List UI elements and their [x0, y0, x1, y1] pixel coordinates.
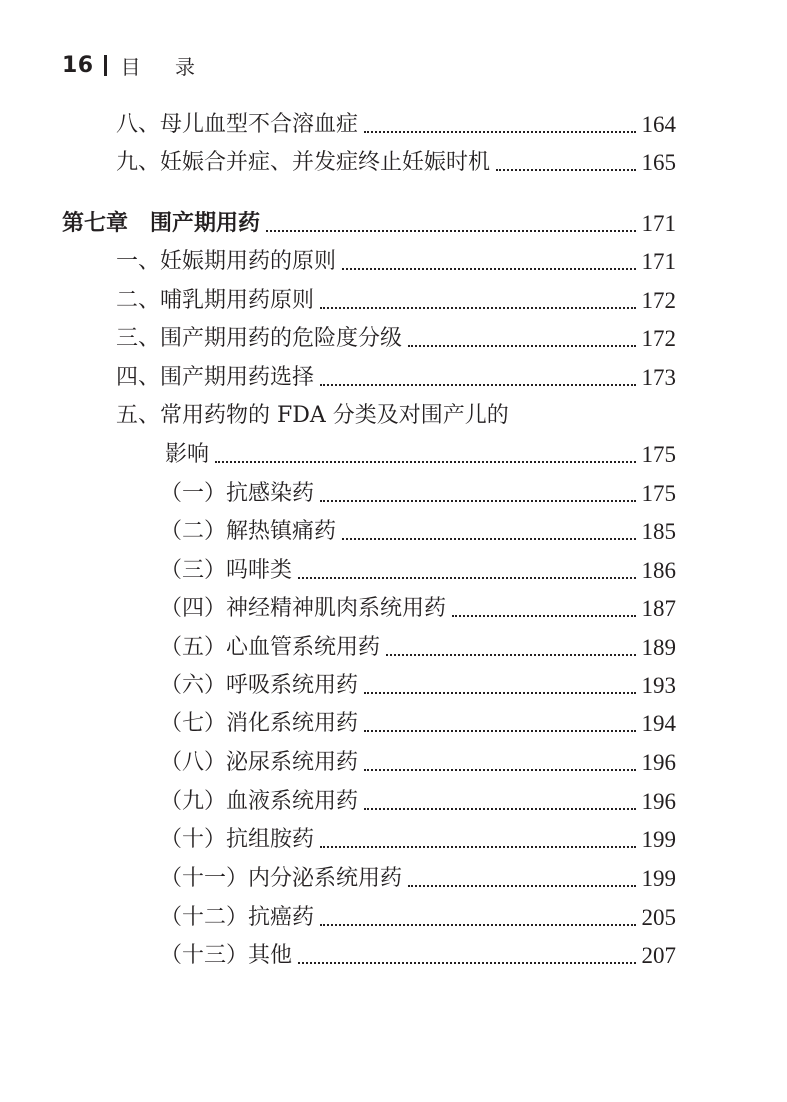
toc-entry-row[interactable] — [116, 280, 676, 314]
toc-entry-row[interactable] — [116, 357, 676, 391]
toc-entry-title: （二）解热镇痛药 — [160, 519, 337, 544]
toc-entry-row[interactable] — [160, 550, 676, 584]
toc-entry-row[interactable] — [160, 935, 676, 969]
toc-entry-row[interactable] — [116, 241, 676, 275]
toc-entry-title: （十一）内分泌系统用药 — [160, 866, 403, 891]
toc-page-number: 196 — [641, 750, 676, 775]
dot-leader — [408, 885, 635, 887]
toc-page-number: 189 — [641, 635, 676, 660]
toc-page-number: 171 — [641, 211, 676, 236]
toc-entry-title: （三）吗啡类 — [160, 558, 293, 583]
toc-page-number: 164 — [641, 112, 676, 137]
toc-page-number: 172 — [641, 288, 676, 313]
toc-entry-title: 五、常用药物的 FDA 分类及对围产儿的 — [116, 403, 509, 428]
dot-leader — [364, 769, 635, 771]
toc-entry-title: 二、哺乳期用药原则 — [116, 288, 315, 313]
toc-entry-title: （五）心血管系统用药 — [160, 635, 381, 660]
toc-page-number: 199 — [641, 827, 676, 852]
toc-entry-row[interactable] — [160, 588, 676, 622]
toc-page-number: 196 — [641, 789, 676, 814]
toc-entry-title: （六）呼吸系统用药 — [160, 673, 359, 698]
toc-entry-row[interactable] — [160, 858, 676, 892]
dot-leader — [386, 654, 635, 656]
toc-page-number: 173 — [641, 365, 676, 390]
toc-entry-row[interactable] — [160, 781, 676, 815]
toc-entry-row[interactable] — [160, 897, 676, 931]
toc-entry-title: （七）消化系统用药 — [160, 711, 359, 736]
toc-entry-title: 四、围产期用药选择 — [116, 365, 315, 390]
toc-page-number: 199 — [641, 866, 676, 891]
toc-entry-row[interactable] — [160, 665, 676, 699]
toc-entry-title: 九、妊娠合并症、并发症终止妊娠时机 — [116, 150, 491, 175]
dot-leader — [342, 538, 635, 540]
toc-entry-row[interactable] — [116, 318, 676, 352]
toc-page-number: 207 — [641, 943, 676, 968]
toc-entry-title: （八）泌尿系统用药 — [160, 750, 359, 775]
chapter-title: 围产期用药 — [150, 211, 261, 236]
toc-chapter-row[interactable] — [62, 203, 676, 237]
dot-leader — [320, 307, 635, 309]
toc-page-number: 186 — [641, 558, 676, 583]
toc-entry-title: 一、妊娠期用药的原则 — [116, 249, 337, 274]
toc-entry-row[interactable] — [116, 142, 676, 176]
toc-entry-title: （一）抗感染药 — [160, 481, 315, 506]
toc-page-number: 185 — [641, 519, 676, 544]
toc-page-number: 187 — [641, 596, 676, 621]
toc-page-number: 205 — [641, 905, 676, 930]
dot-leader — [496, 169, 635, 171]
toc-entry-row[interactable] — [160, 703, 676, 737]
dot-leader — [320, 500, 635, 502]
toc-entry-title: 八、母儿血型不合溶血症 — [116, 112, 359, 137]
toc-page-number: 194 — [641, 711, 676, 736]
chapter-label: 第七章 — [62, 211, 129, 236]
dot-leader — [320, 384, 635, 386]
toc-entry-title — [62, 211, 260, 237]
toc-entry-row[interactable] — [165, 434, 676, 468]
toc-entry-title: 三、围产期用药的危险度分级 — [116, 326, 403, 351]
dot-leader — [364, 692, 635, 694]
dot-leader — [364, 730, 635, 732]
header-divider — [104, 55, 107, 76]
dot-leader — [320, 924, 635, 926]
toc-page-number: 175 — [641, 442, 676, 467]
running-header — [62, 50, 209, 80]
toc-entry-row[interactable] — [160, 473, 676, 507]
toc-entry-title: 影响 — [165, 442, 210, 467]
dot-leader — [266, 230, 635, 232]
toc-entry-row[interactable] — [160, 819, 676, 853]
dot-leader — [364, 808, 635, 810]
toc-entry-title: （十三）其他 — [160, 943, 293, 968]
toc-entry-title: （四）神经精神肌肉系统用药 — [160, 596, 447, 621]
dot-leader — [452, 615, 635, 617]
toc-entry-row[interactable] — [160, 627, 676, 661]
dot-leader — [215, 461, 635, 463]
toc-page-number: 165 — [641, 150, 676, 175]
dot-leader — [298, 962, 635, 964]
toc-page-number: 175 — [641, 481, 676, 506]
dot-leader — [408, 345, 635, 347]
toc-page-number: 172 — [641, 326, 676, 351]
toc-page-number: 171 — [641, 249, 676, 274]
toc-entry-title: （十二）抗癌药 — [160, 905, 315, 930]
dot-leader — [342, 268, 635, 270]
toc-entry-row[interactable] — [116, 104, 676, 138]
header-title: 目 录 — [120, 54, 209, 79]
toc-entry-row[interactable] — [160, 742, 676, 776]
toc-entry-title: （十）抗组胺药 — [160, 827, 315, 852]
toc-entry-title: （九）血液系统用药 — [160, 789, 359, 814]
dot-leader — [364, 131, 635, 133]
page-number: 16 — [62, 52, 94, 78]
toc-entry-row[interactable] — [160, 511, 676, 545]
dot-leader — [298, 577, 635, 579]
toc-page-number: 193 — [641, 673, 676, 698]
dot-leader — [320, 846, 635, 848]
